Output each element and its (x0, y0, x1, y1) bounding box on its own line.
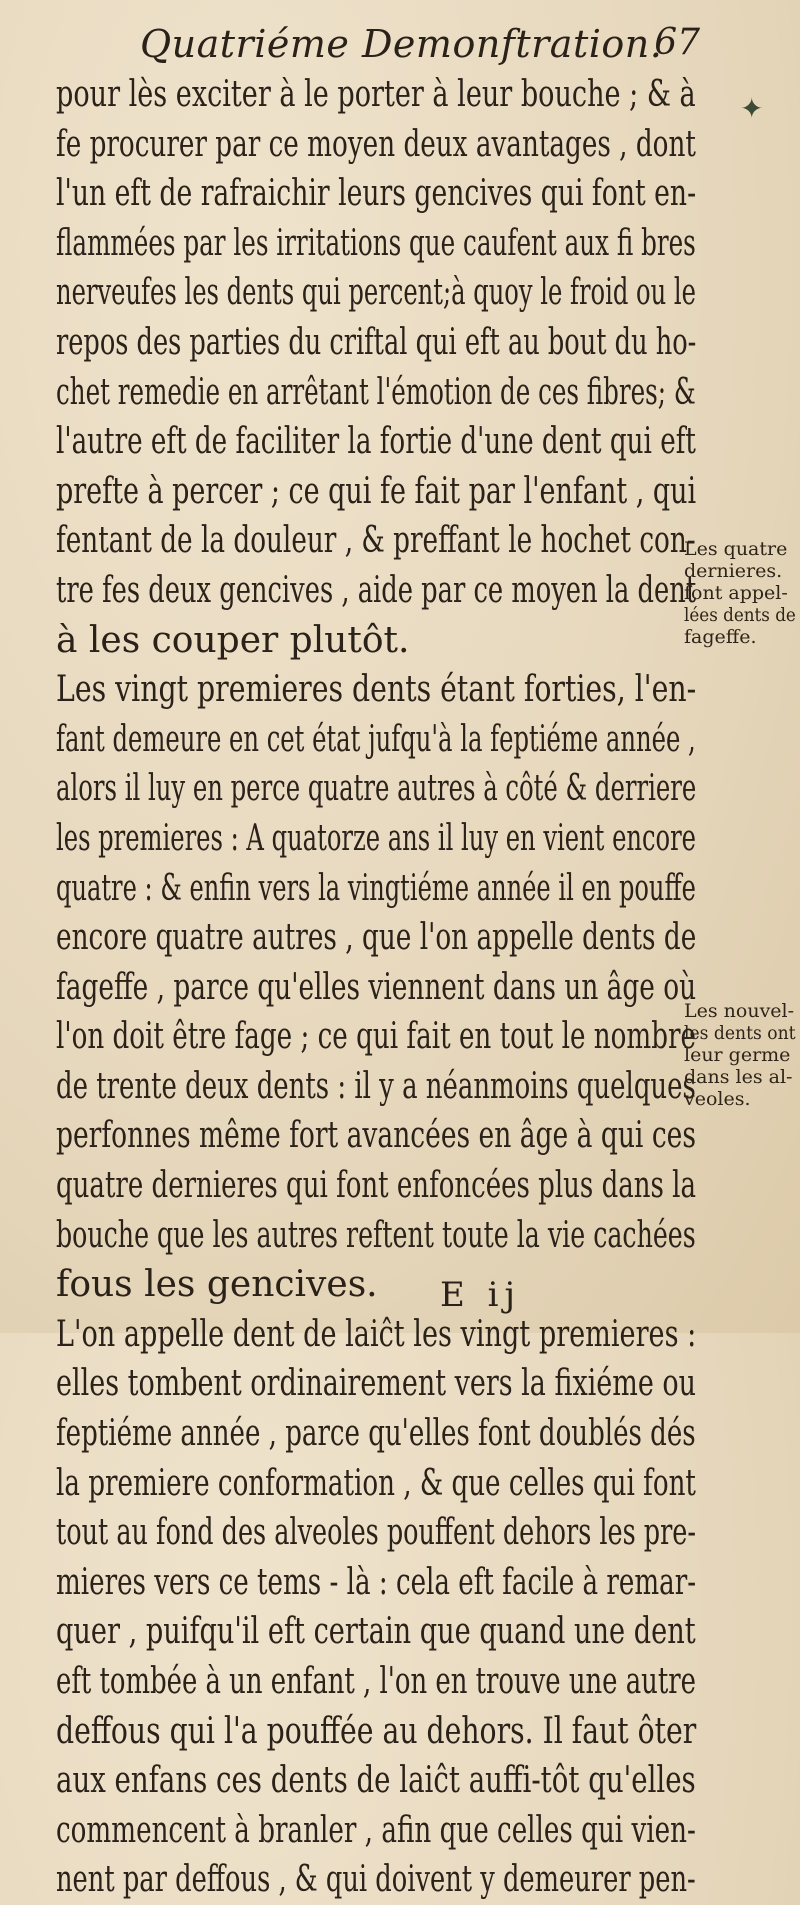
margin-note-wisdom-teeth (684, 538, 796, 648)
text-line: commencent à branler , afin que celles qui vien- (56, 1809, 696, 1851)
text-line: la premiere conformation , & que celles qui font (56, 1462, 696, 1504)
text-line: flammées par les irritations que caufent aux fi bres (56, 222, 696, 264)
text-line: tout au fond des alveoles pouffent dehors les pre- (56, 1512, 696, 1554)
text-line: encore quatre autres , que l'on appelle dents de (56, 917, 697, 959)
text-line: alors il luy en perce quatre autres à côté & derriere (56, 768, 697, 810)
text-line: perfonnes même fort avancées en âge à qui ces (56, 1115, 696, 1157)
text-line: nent par deffous , & qui doivent y demeurer pen- (56, 1859, 696, 1901)
margin-note-line: font appel- (684, 582, 788, 604)
margin-note-line: les dents ont (684, 1022, 796, 1044)
text-line: deffous qui l'a pouffée au dehors. Il faut ôter (56, 1710, 697, 1752)
text-line: bouche que les autres reftent toute la vie cachées (56, 1214, 696, 1256)
text-line: Les vingt premieres dents étant forties, l'en- (56, 669, 697, 711)
margin-note-line: leur germe (684, 1044, 791, 1066)
margin-note-new-teeth (684, 1000, 796, 1110)
ink-blot-mark: ✦ (740, 92, 764, 125)
running-title: Quatriéme Demonftration. (140, 22, 663, 66)
text-line: repos des parties du criftal qui eft au bout du ho- (56, 321, 697, 363)
text-line: quatre : & enfin vers la vingtiéme année il en pouffe (56, 867, 696, 909)
margin-note-line: lées dents de (684, 604, 796, 626)
text-line: l'autre eft de faciliter la fortie d'une dent qui eft (56, 421, 696, 463)
text-line: pour lès exciter à le porter à leur bouche ; & à (56, 74, 696, 115)
text-line: fous les gencives. (56, 1264, 378, 1306)
margin-note-line: Les nouvel- (684, 1000, 795, 1022)
text-line: l'un eft de rafraichir leurs gencives qui font en- (56, 173, 697, 215)
text-line: eft tombée à un enfant , l'on en trouve une autre (56, 1661, 696, 1702)
text-line: fentant de la douleur , & preffant le hochet con- (56, 520, 696, 562)
text-line: tre fes deux gencives , aide par ce moyen la dent (56, 569, 697, 611)
text-line: aux enfans ces dents de laiĉt auffi-tôt qu'elles (56, 1760, 696, 1802)
margin-note-line: veoles. (684, 1088, 751, 1110)
main-text-block (56, 70, 696, 1905)
text-line: prefte à percer ; ce qui fe fait par l'enfant , qui (56, 470, 697, 512)
text-line: fe procurer par ce moyen deux avantages , dont (56, 123, 696, 165)
margin-note-line: dernieres. (684, 560, 783, 582)
text-line: feptiéme année , parce qu'elles font doublés dés (56, 1413, 696, 1455)
text-line: l'on doit être fage ; ce qui fait en tout le nombre (56, 1016, 697, 1058)
text-line: de trente deux dents : il y a néanmoins quelques (56, 1065, 696, 1107)
text-line: fant demeure en cet état jufqu'à la feptiéme année , (56, 718, 696, 760)
text-line: nerveufes les dents qui percent;à quoy le froid ou le (56, 272, 696, 314)
signature-mark: E ij (440, 1275, 522, 1315)
margin-note-line: Les quatre (684, 538, 788, 560)
text-line: à les couper plutôt. (56, 619, 410, 661)
text-line: fageffe , parce qu'elles viennent dans un âge où (56, 966, 697, 1008)
text-line: elles tombent ordinairement vers la fixiéme ou (56, 1363, 696, 1405)
text-line: les premieres : A quatorze ans il luy en vient encore (56, 817, 696, 859)
margin-note-line: fageffe. (684, 626, 757, 648)
running-head (140, 22, 700, 72)
page-number: 67 (654, 22, 700, 63)
text-line: chet remedie en arrêtant l'émotion de ces fibres; & (56, 371, 696, 413)
text-line: L'on appelle dent de laiĉt les vingt premieres : (56, 1313, 697, 1355)
text-line: quatre dernieres qui font enfoncées plus dans la (56, 1165, 697, 1207)
text-line: quer , puifqu'il eft certain que quand une dent (56, 1611, 696, 1653)
margin-note-line: dans les al- (684, 1066, 793, 1088)
text-line: mieres vers ce tems - là : cela eft facile à remar- (56, 1561, 697, 1603)
